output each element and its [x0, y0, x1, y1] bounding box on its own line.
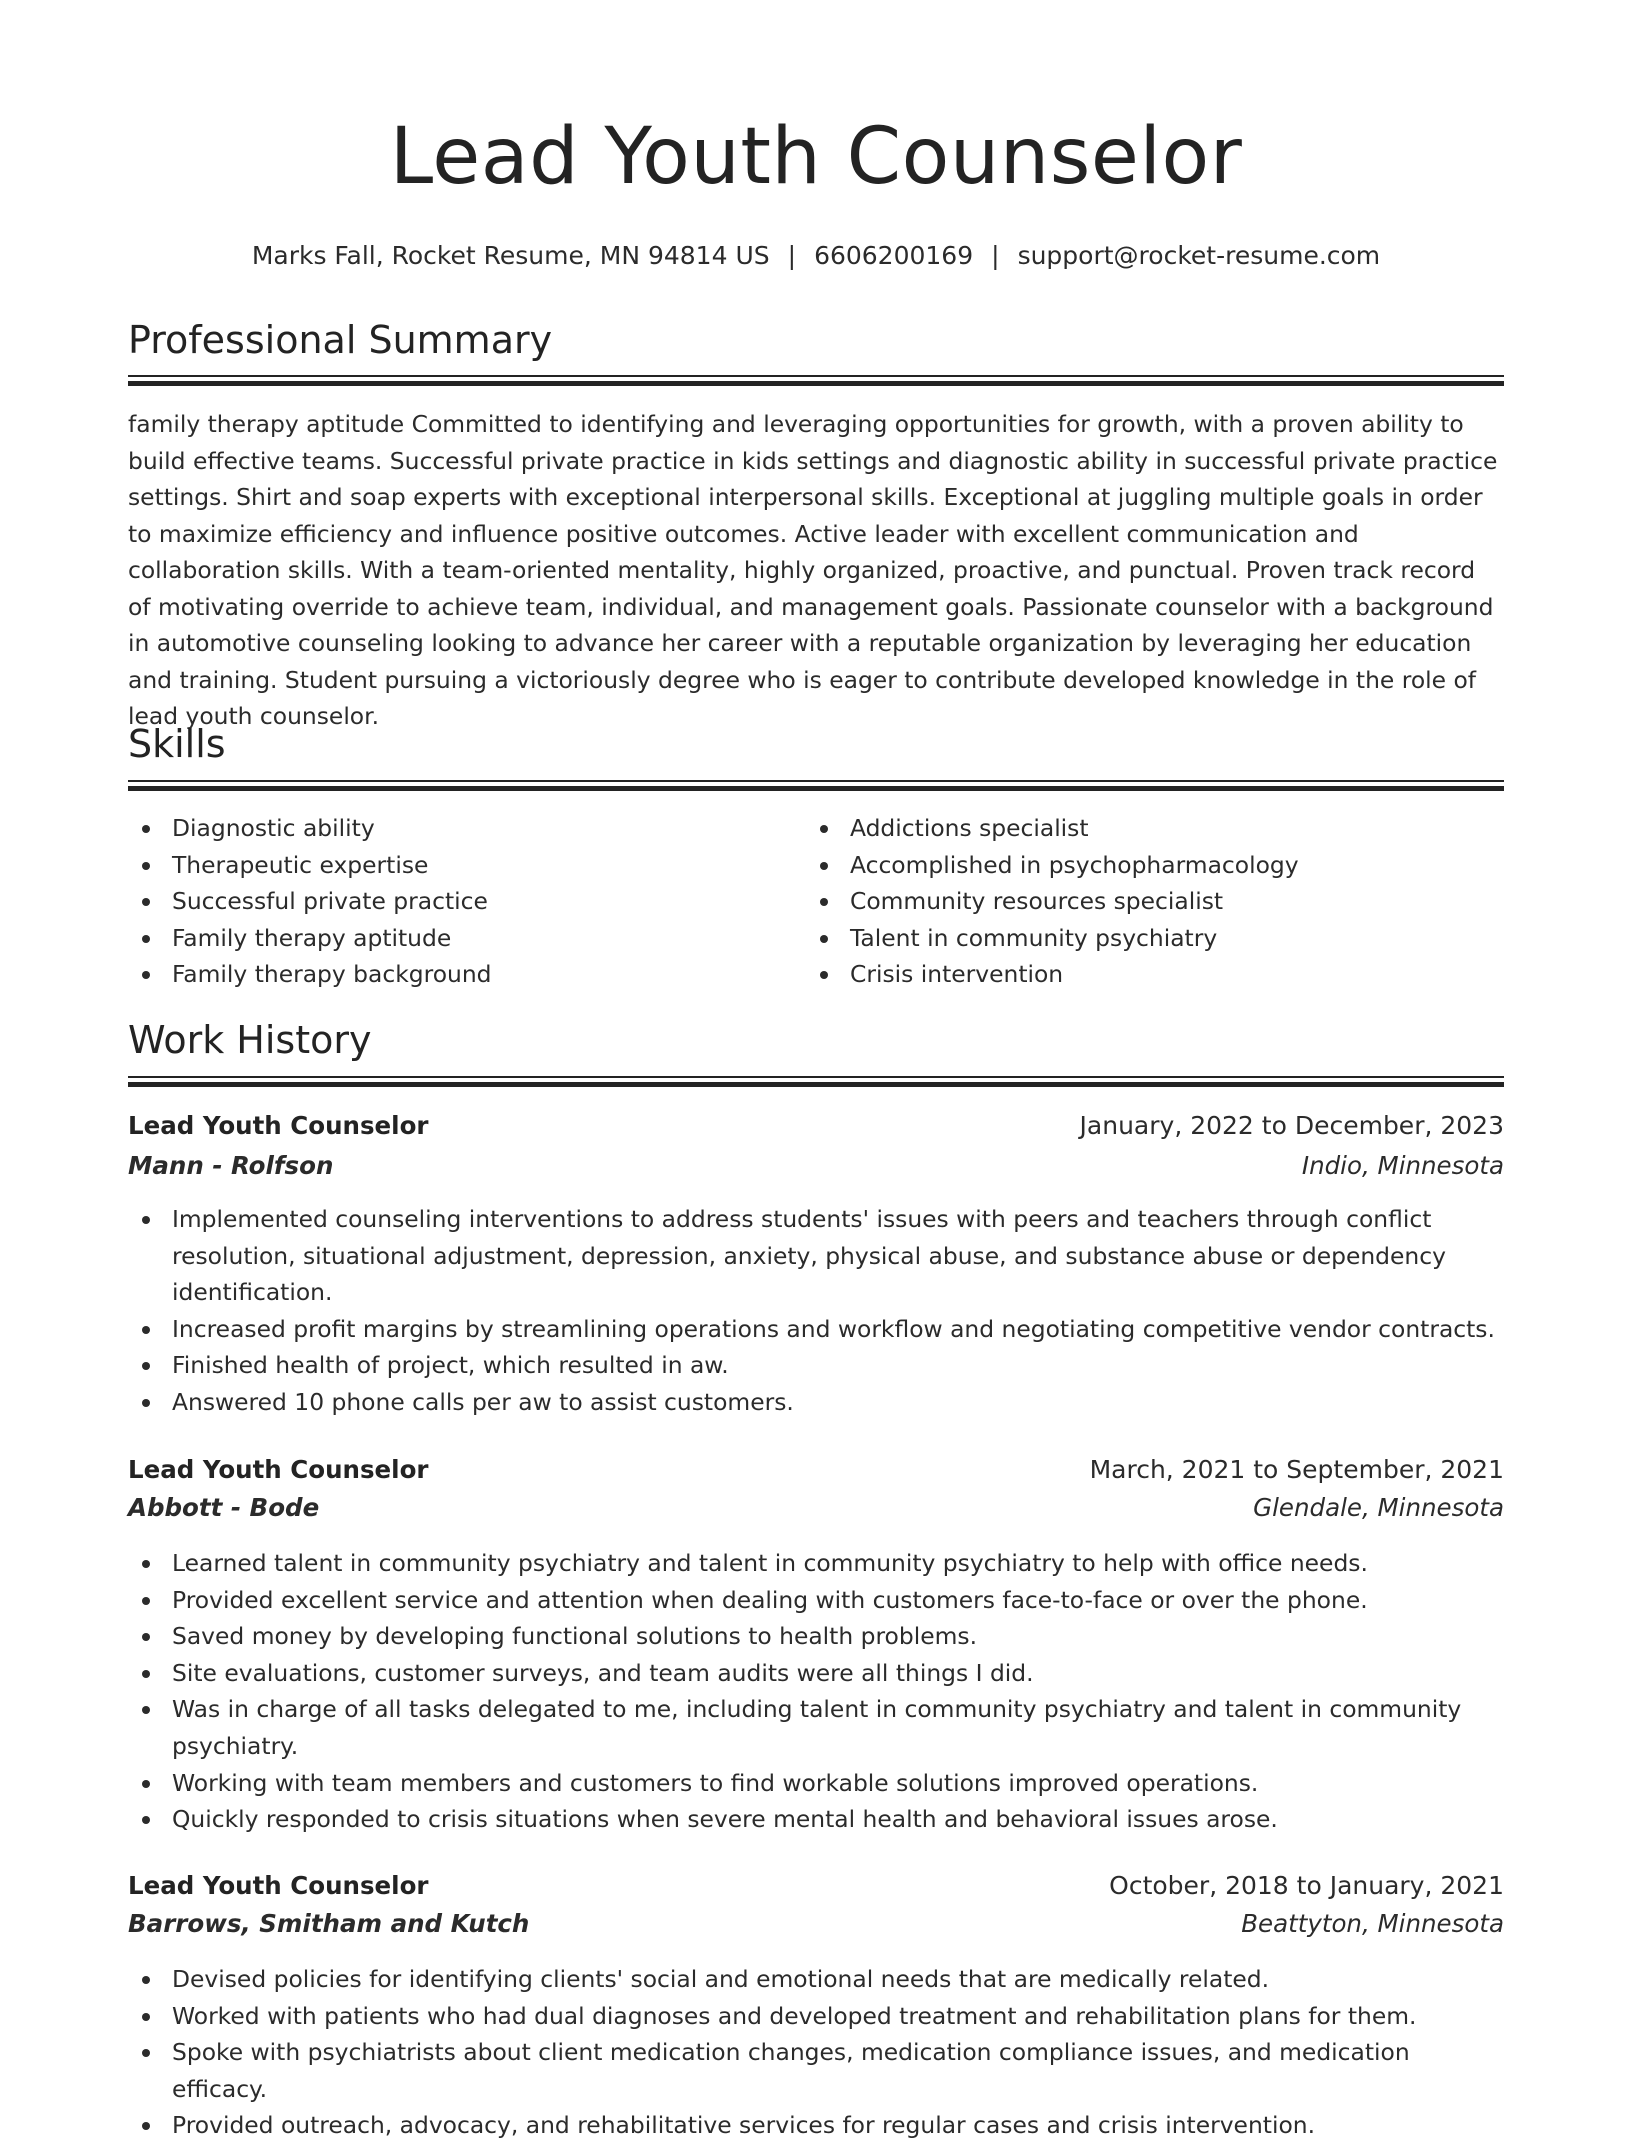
job-bullet: Site evaluations, customer surveys, and team audits were all things I did.	[128, 1655, 1504, 1692]
job-bullet-list	[128, 1545, 1504, 1838]
job-location: Beattyton, Minnesota	[1241, 1909, 1504, 1938]
job-bullet-list	[128, 1961, 1504, 2144]
job-dates: March, 2021 to September, 2021	[1089, 1455, 1504, 1484]
job-bullet: Was in charge of all tasks delegated to me, including talent in community psychiatry and talent in community psychiatry.	[128, 1691, 1504, 1764]
section-title-skills: Skills	[128, 722, 226, 766]
skill-item: Talent in community psychiatry	[806, 920, 1466, 957]
contact-address: Marks Fall, Rocket Resume, MN 94814 US	[251, 241, 770, 270]
contact-email: support@rocket-resume.com	[1017, 241, 1381, 270]
job-bullet: Spoke with psychiatrists about client medication changes, medication compliance issues, and medication efficacy.	[128, 2034, 1504, 2107]
skill-item: Successful private practice	[128, 883, 788, 920]
skill-item: Addictions specialist	[806, 810, 1466, 847]
job-bullet: Quickly responded to crisis situations when severe mental health and behavioral issues arose.	[128, 1801, 1504, 1838]
skills-list-left	[128, 810, 788, 993]
job-bullet: Devised policies for identifying clients' social and emotional needs that are medically related.	[128, 1961, 1504, 1998]
section-divider	[128, 375, 1504, 386]
job-bullet: Provided excellent service and attention when dealing with customers face-to-face or over the phone.	[128, 1582, 1504, 1619]
skill-item: Community resources specialist	[806, 883, 1466, 920]
skills-list-right	[806, 810, 1466, 993]
job-company: Mann - Rolfson	[128, 1151, 334, 1180]
skill-item: Therapeutic expertise	[128, 847, 788, 884]
section-divider	[128, 780, 1504, 791]
job-bullet: Worked with patients who had dual diagnoses and developed treatment and rehabilitation plans for them.	[128, 1998, 1504, 2035]
job-bullet: Finished health of project, which resulted in aw.	[128, 1347, 1504, 1384]
job-bullet: Working with team members and customers to find workable solutions improved operations.	[128, 1765, 1504, 1802]
skill-item: Family therapy background	[128, 956, 788, 993]
job-bullet: Answered 10 phone calls per aw to assist customers.	[128, 1384, 1504, 1421]
section-title-summary: Professional Summary	[128, 318, 553, 362]
job-bullet: Provided outreach, advocacy, and rehabilitative services for regular cases and crisis intervention.	[128, 2107, 1504, 2144]
summary-text: family therapy aptitude Committed to identifying and leveraging opportunities for growth, with a proven ability to build effective teams. Successful private practice in kids settings and diagnostic ability in successful private practice settings. Shirt and soap experts with exceptional interpersonal skills. Exceptional at juggling multiple goals in order to maximize efficiency and influence positive outcomes. Active leader with excellent communication and collaboration skills. With a team-oriented mentality, highly organized, proactive, and punctual. Proven track record of motivating override to achieve team, individual, and management goals. Passionate counselor with a background in automotive counseling looking to advance her career with a reputable organization by leveraging her education and training. Student pursuing a victoriously degree who is eager to contribute developed knowledge in the role of lead youth counselor.	[128, 410, 1498, 730]
job-location: Indio, Minnesota	[1301, 1151, 1504, 1180]
contact-separator: |	[787, 241, 797, 270]
skill-item: Family therapy aptitude	[128, 920, 788, 957]
section-divider	[128, 1076, 1504, 1087]
contact-line	[128, 241, 1504, 271]
job-bullet: Learned talent in community psychiatry and talent in community psychiatry to help with office needs.	[128, 1545, 1504, 1582]
job-title: Lead Youth Counselor	[128, 1111, 429, 1140]
skill-item: Diagnostic ability	[128, 810, 788, 847]
skill-item: Crisis intervention	[806, 956, 1466, 993]
job-company: Abbott - Bode	[128, 1493, 320, 1522]
job-bullet: Saved money by developing functional solutions to health problems.	[128, 1618, 1504, 1655]
job-location: Glendale, Minnesota	[1253, 1493, 1504, 1522]
skill-item: Accomplished in psychopharmacology	[806, 847, 1466, 884]
job-title: Lead Youth Counselor	[128, 1455, 429, 1484]
job-bullet-list	[128, 1201, 1504, 1421]
job-bullet: Increased profit margins by streamlining operations and workflow and negotiating competitive vendor contracts.	[128, 1311, 1504, 1348]
job-dates: January, 2022 to December, 2023	[1079, 1111, 1504, 1140]
job-dates: October, 2018 to January, 2021	[1109, 1871, 1504, 1900]
section-title-work: Work History	[128, 1018, 372, 1062]
contact-phone: 6606200169	[814, 241, 974, 270]
job-company: Barrows, Smitham and Kutch	[128, 1909, 530, 1938]
contact-separator: |	[991, 241, 1000, 270]
job-title: Lead Youth Counselor	[128, 1871, 429, 1900]
page-title: Lead Youth Counselor	[389, 112, 1243, 202]
job-bullet: Implemented counseling interventions to address students' issues with peers and teachers through conflict resolution, situational adjustment, depression, anxiety, physical abuse, and substance abuse or dependency identification.	[128, 1201, 1504, 1311]
